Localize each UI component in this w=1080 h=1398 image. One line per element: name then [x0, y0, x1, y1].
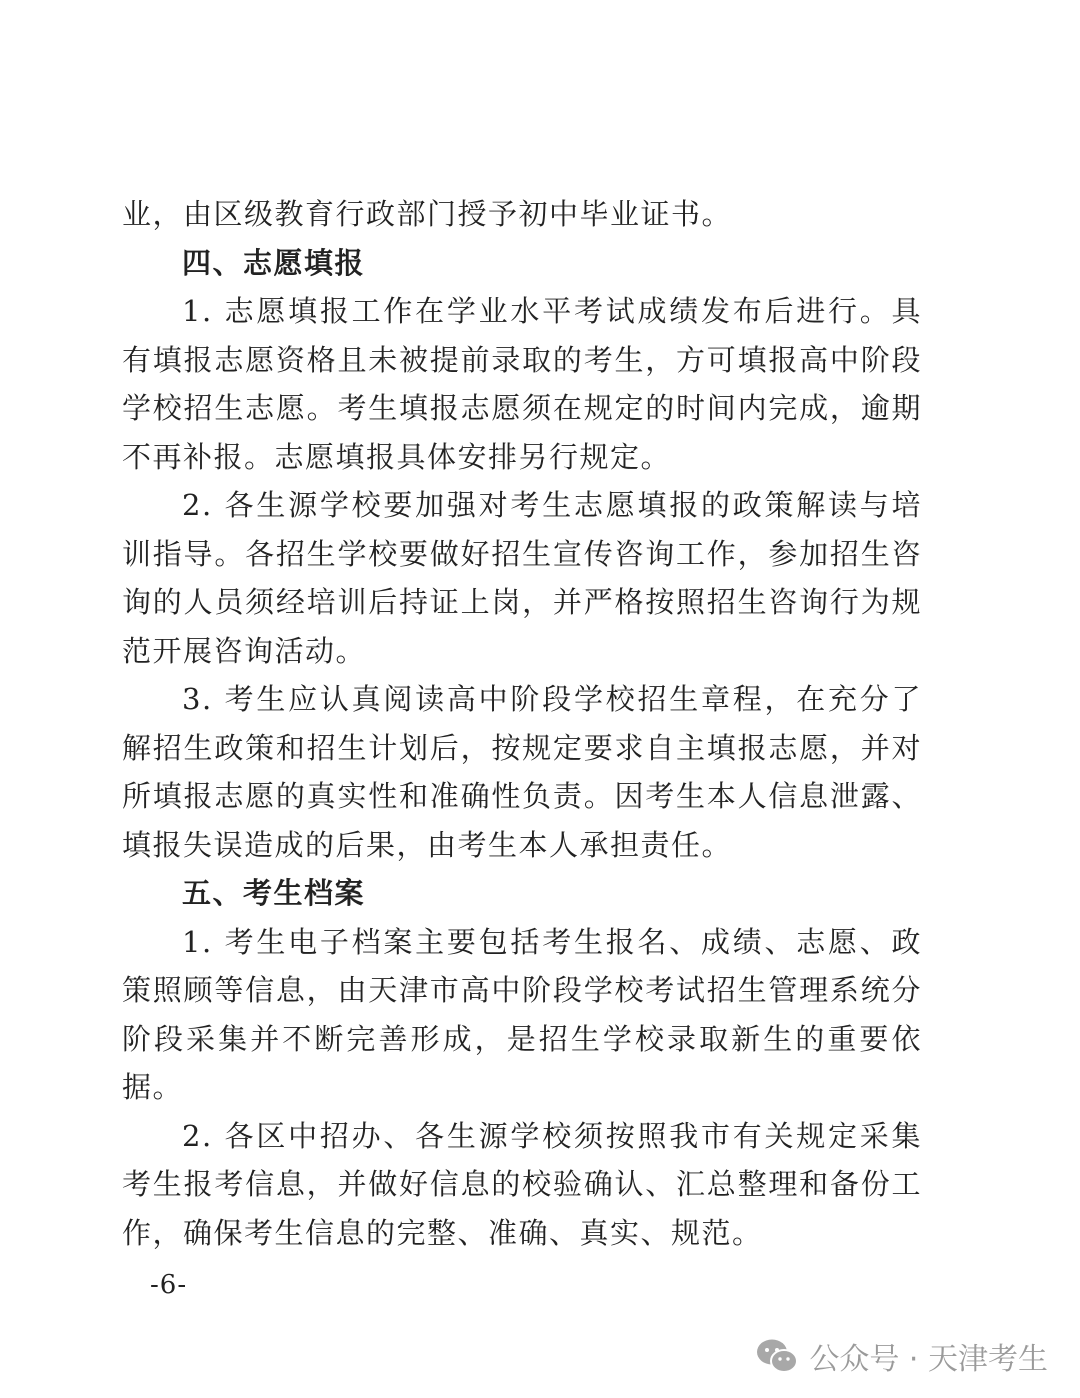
section-heading-5: 五、考生档案 — [182, 876, 366, 910]
watermark-text: 公众号 · 天津考生 — [809, 1342, 1048, 1377]
paragraph-4-3: 3. 考生应认真阅读高中阶段学校招生章程，在充分了解招生政策和招生计划后，按规定要求自主填报志愿，并对所填报志愿的真实性和准确性负责。因考生本人信息泄露、填报失误造成的后果，由考生本人承担责任。 — [122, 682, 922, 862]
watermark — [755, 1334, 1048, 1378]
continuation-paragraph: 业，由区级教育行政部门授予初中毕业证书。 — [122, 197, 733, 231]
body-text — [122, 190, 922, 1257]
section-heading-4: 四、志愿填报 — [182, 245, 366, 280]
wechat-icon — [755, 1336, 799, 1376]
page-number: -6- — [150, 1270, 188, 1300]
paragraph-4-2: 2. 各生源学校要加强对考生志愿填报的政策解读与培训指导。各招生学校要做好招生宣传咨询工作，参加招生咨询的人员须经培训后持证上岗，并严格按照招生咨询行为规范开展咨询活动。 — [122, 488, 922, 668]
paragraph-4-1: 1. 志愿填报工作在学业水平考试成绩发布后进行。具有填报志愿资格且未被提前录取的考生，方可填报高中阶段学校招生志愿。考生填报志愿须在规定的时间内完成，逾期不再补报。志愿填报具体安排另行规定。 — [122, 294, 922, 474]
paragraph-5-1: 1. 考生电子档案主要包括考生报名、成绩、志愿、政策照顾等信息，由天津市高中阶段学校考试招生管理系统分阶段采集并不断完善形成，是招生学校录取新生的重要依据。 — [122, 924, 922, 1104]
paragraph-5-2: 2. 各区中招办、各生源学校须按照我市有关规定采集考生报考信息，并做好信息的校验确认、汇总整理和备份工作，确保考生信息的完整、准确、真实、规范。 — [122, 1118, 922, 1250]
